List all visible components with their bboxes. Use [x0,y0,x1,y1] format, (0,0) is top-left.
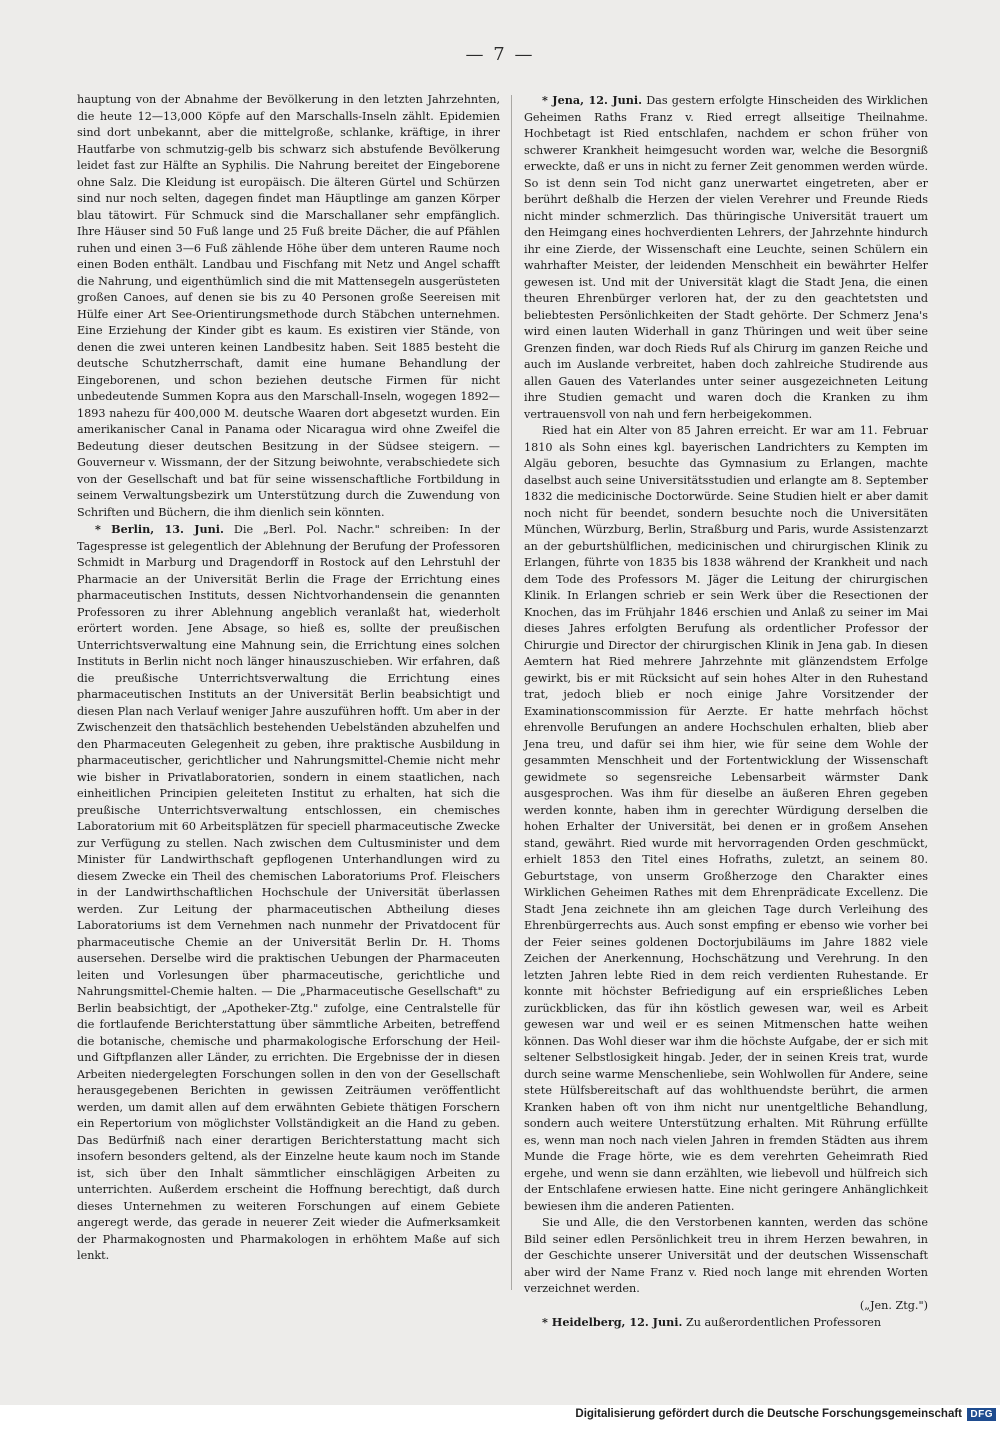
right-column [524,92,928,1332]
heidelberg-text: Zu außerordentlichen Professoren [682,1316,882,1329]
ried-biography-paragraph: Ried hat ein Alter von 85 Jahren erreicht. Er war am 11. Februar 1810 als Sohn eines kgl. bayerischen Landrichters zu Kempten im Algäu geboren, besuchte das Gymnasium zu Erlangen, machte daselbst auch seine Universitätsstudien und erlangte am 8. September 1832 die medicinische Doctorwürde. Seine Studien hielt er aber damit noch nicht für beendet, sondern besuchte noch die Universitäten München, Würzburg, Berlin, Straßburg und Paris, wurde Assistenzarzt an der geburtshülflichen, medicinischen und chirurgischen Klinik zu Erlangen, führte von 1835 bis 1838 während der Krankheit und nach dem Tode des Professors M. Jäger die Leitung der chirurgischen Klinik. In Erlangen schrieb er sein Werk über die Resectionen der Knochen, das im Frühjahr 1846 erschien und Anlaß zu seiner im Mai dieses Jahres erfolgten Berufung als ordentlicher Professor der Chirurgie und Director der chirurgischen Klinik in Jena gab. In diesen Aemtern hat Ried mehrere Jahrzehnte mit glänzendstem Erfolge gewirkt, bis er mit Rücksicht auf sein hohes Alter in den Ruhestand trat, jedoch blieb er noch einige Jahre Vorsitzender der Examinationscommission für Aerzte. Er hatte mehrfach höchst ehrenvolle Berufungen an andere Hochschulen erhalten, blieb aber Jena treu, und dafür sei ihm hier, wie für seine dem Wohle der gesammten Menschheit und der Fortentwicklung der Wissenschaft gewidmete so segensreiche Lebensarbeit wärmster Dank ausgesprochen. Was ihm für dieselbe an äußeren Ehren gegeben werden konnte, haben ihm in gerechter Würdigung derselben die hohen Erhalter der Universität, bei denen er in großem Ansehen stand, gewährt. Ried wurde mit hervorragenden Orden geschmückt, erhielt 1853 den Titel eines Hofraths, zuletzt, an seinem 80. Geburtstage, von unserm Großherzoge den Charakter eines Wirklichen Geheimen Rathes mit dem Ehrenprädicate Excellenz. Die Stadt Jena zeichnete ihn am gleichen Tage durch Verleihung des Ehrenbürgerrechts aus. Auch sonst empfing er ebenso wie vorher bei der Feier seines goldenen Doctorjubiläums im Jahre 1882 viele Zeichen der Anerkennung, Hochschätzung und Verehrung. In den letzten Jahren lebte Ried in dem reich verdienten Ruhestande. Er konnte mit höchster Befriedigung auf ein ersprießliches Leben zurückblicken, das für ihn köstlich gewesen war, weil es Arbeit gewesen war und weil er es seinen Mitmenschen hatte weihen können. Das Wohl dieser war ihm die höchste Aufgabe, der er sich mit seltener Selbstlosigkeit hingab. Jeder, der in seinen Kreis trat, wurde durch seine warme Menschenliebe, sein Wohlwollen für Andere, seine stete Hülfsbereitschaft auf das wohlthuendste berührt, die armen Kranken haben oft von ihm nicht nur unentgeltliche Behandlung, sondern auch weitere Unterstützung erhalten. Mit Rührung erfüllte es, wenn man noch nach vielen Jahren in fremden Städten aus ihrem Munde die Frage hörte, wie es dem verehrten Geheimrath Ried ergehe, und wenn sie dann erzählten, wie liebevoll und hülfreich sich der Entschlafene erwiesen hatte. Eine nicht geringere Anhänglichkeit bewiesen ihm die anderen Patienten. [524,424,928,1213]
jena-article [524,92,928,423]
page-number: — 7 — [465,44,535,65]
heidelberg-dateline: * Heidelberg, 12. Juni. [542,1315,683,1329]
heidelberg-article [524,1314,928,1332]
source-citation: („Jen. Ztg.") [859,1298,928,1312]
berlin-article [77,521,500,1265]
ried-closing-paragraph: Sie und Alle, die den Verstorbenen kannten, werden das schöne Bild seiner edlen Persönlichkeit treu in ihrem Herzen bewahren, in der Geschichte unserer Universität und der deutschen Wissenschaft aber wird der Name Franz v. Ried noch lange mit ehrenden Worten verzeichnet werden. [524,1216,928,1295]
column-divider [511,95,512,1290]
dfg-funding-notice: Digitalisierung gefördert durch die Deutsche Forschungsgemeinschaft [575,1408,962,1420]
berlin-dateline: * Berlin, 13. Juni. [95,522,224,536]
berlin-text: Die „Berl. Pol. Nachr." schreiben: In der Tagespresse ist gelegentlich der Ablehnung der Berufung der Professoren Schmidt in Marburg und Dragendorff in Rostock auf den Lehrstuhl der Pharmacie an der Universität Berlin die Frage der Errichtung eines pharmaceutischen Instituts, dessen Nichtvorhandensein die genannten Professoren zu ihrer Ablehnung angeblich veranlaßt hat, wiederholt erörtert worden. Jene Absage, so hieß es, sollte der preußischen Unterrichtsverwaltung eine Mahnung sein, die Errichtung eines solchen Instituts in Berlin nicht noch länger hinauszuschieben. Wir erfahren, daß die preußische Unterrichtsverwaltung die Errichtung eines pharmaceutischen Instituts an der Universität Berlin beabsichtigt und diesen Plan nach Verlauf weniger Jahre auszuführen hofft. Um aber in der Zwischenzeit den thatsächlich bestehenden Uebelständen abzuhelfen und den Pharmaceuten Gelegenheit zu geben, ihre praktische Ausbildung in pharmaceutischer, gerichtlicher und Nahrungsmittel-Chemie nicht mehr wie bisher in Privatlaboratorien, sondern in einem staatlichen, nach einheitlichen Principien geleiteten Institut zu erhalten, hat sich die preußische Unterrichtsverwaltung entschlossen, ein chemisches Laboratorium mit 60 Arbeitsplätzen für speciell pharmaceutische Zwecke zur Verfügung zu stellen. Nach zwischen dem Cultusminister und dem Minister für Landwirthschaft gepflogenen Unterhandlungen wird zu diesem Zwecke ein Theil des chemischen Laboratoriums Prof. Fleischers in der Landwirthschaftlichen Hochschule der Universität überlassen werden. Zur Leitung der pharmaceutischen Abtheilung dieses Laboratoriums ist dem Vernehmen nach nunmehr der Privatdocent für pharmaceutische Chemie an der Universität Berlin Dr. H. Thoms ausersehen. Derselbe wird die praktischen Uebungen der Pharmaceuten leiten und Vorlesungen über pharmaceutische, gerichtliche und Nahrungsmittel-Chemie halten. — Die „Pharmaceutische Gesellschaft" zu Berlin beabsichtigt, der „Apotheker-Ztg." zufolge, eine Centralstelle für die fortlaufende Berichterstattung über sämmtliche Arbeiten, betreffend die botanische, chemische und pharmakologische Erforschung der Heil- und Giftpflanzen aller Länder, zu errichten. Die Ergebnisse der in diesen Arbeiten niedergelegten Forschungen sollen in den von der Gesellschaft herausgegebenen Berichten in gewissen Zeiträumen veröffentlicht werden, um damit allen auf dem erwähnten Gebiete thätigen Forschern ein Repertorium von möglichster Vollständigkeit an die Hand zu geben. Das Bedürfniß nach einer derartigen Berichterstattung macht sich insofern besonders geltend, als der Einzelne heute kaum noch im Stande ist, sich über den Inhalt sämmtlicher einschlägigen Arbeiten zu unterrichten. Außerdem erscheint die Hoffnung berechtigt, daß durch dieses Unternehmen zu weiteren Forschungen auf einem Gebiete angeregt werde, das gerade in neuerer Zeit wieder die Aufmerksamkeit der Pharmakognosten und Pharmakologen in erhöhtem Maße auf sich lenkt. [77,523,500,1262]
left-column [77,92,500,1265]
marshall-islands-paragraph: hauptung von der Abnahme der Bevölkerung in den letzten Jahrzehnten, die heute 12—13,000 Köpfe auf den Marschalls-Inseln zählt. Epidemien sind dort unbekannt, aber die mittelgroße, schlanke, kräftige, in ihrer Hautfarbe von schmutzig-gelb bis schwarz sich abstufende Bevölkerung leidet fast zur Hälfte an Syphilis. Die Nahrung bereitet der Eingeborene ohne Salz. Die Kleidung ist europäisch. Die älteren Gürtel und Schürzen sind nur noch selten, dagegen findet man Häuptlinge am ganzen Körper blau tätowirt. Für Schmuck sind die Marschallaner sehr empfänglich. Ihre Häuser sind 50 Fuß lange und 25 Fuß breite Dächer, die auf Pfählen ruhen und einen 3—6 Fuß zählende Höhe über dem unteren Raume noch einen Boden enthält. Landbau und Fischfang mit Netz und Angel schafft die Nahrung, und eigenthümlich sind die mit Mattensegeln ausgerüsteten großen Canoes, auf denen sie bis zu 40 Personen große Seereisen mit Hülfe einer Art See-Orientirungsmethode durch Stäbchen unternehmen. Eine Erziehung der Kinder gibt es kaum. Es existiren vier Stände, von denen die zwei unteren keinen Landbesitz haben. Seit 1885 besteht die deutsche Schutzherrschaft, damit eine humane Behandlung der Eingeborenen, und schon beziehen deutsche Firmen für nicht unbedeutende Summen Kopra aus den Marschall-Inseln, wogegen 1892—1893 nahezu für 400,000 M. deutsche Waaren dort abgesetzt wurden. Ein amerikanischer Canal in Panama oder Nicaragua wird ohne Zweifel die Bedeutung dieser deutschen Besitzung in der Südsee steigern. — Gouverneur v. Wissmann, der der Sitzung beiwohnte, verabschiedete sich von der Gesellschaft und bat für seine wissenschaftliche Fortbildung in seinem Verwaltungsbezirk um Unterstützung durch die Zuwendung von Schriften und Büchern, die ihm dienlich sein könnten. [77,93,500,519]
jena-dateline: * Jena, 12. Juni. [542,93,643,107]
dfg-logo: DFG [967,1408,996,1421]
jena-text: Das gestern erfolgte Hinscheiden des Wirklichen Geheimen Raths Franz v. Ried erregt allseitige Theilnahme. Hochbetagt ist Ried entschlafen, nachdem er schon früher von schwerer Krankheit heimgesucht worden war, welche die Besorgniß erweckte, daß er uns in nicht zu ferner Zeit genommen werden würde. So ist denn sein Tod nicht ganz unerwartet eingetreten, aber er berührt deßhalb die Herzen der vielen Verehrer und Freunde Rieds nicht minder schmerzlich. Das thüringische Universität trauert um den Heimgang eines hochverdienten Lehrers, der Jahrzehnte hindurch ihr eine Zierde, der Wissenschaft eine Leuchte, seinen Schülern ein wahrhafter Meister, der leidenden Menschheit ein bewährter Helfer gewesen ist. Und mit der Universität klagt die Stadt Jena, die einen theuren Ehrenbürger verloren hat, der zu den geachtetsten und beliebtesten Persönlichkeiten der Stadt gehörte. Der Schmerz Jena's wird einen lauten Widerhall in ganz Thüringen und weit über seine Grenzen finden, war doch Rieds Ruf als Chirurg im ganzen Reiche und auch im Auslande verbreitet, haben doch zahlreiche Studirende aus allen Gauen des Vaterlandes unter seiner ausgezeichneten Leitung ihre Studien gemacht und waren doch die Kranken zu ihm vertrauensvoll von nah und fern herbeigekommen. [524,94,928,421]
